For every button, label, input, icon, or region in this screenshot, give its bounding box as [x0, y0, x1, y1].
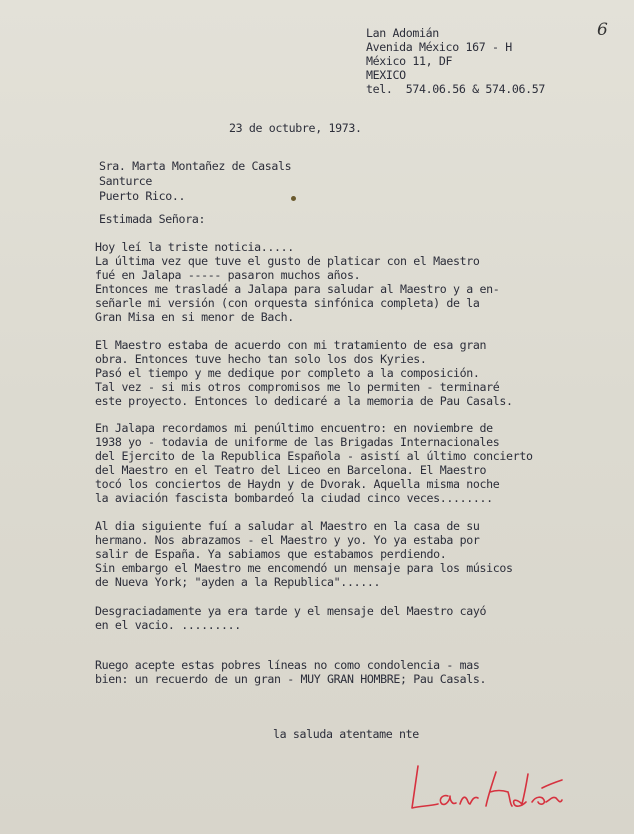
body-line: Entonces me trasladé a Jalapa para saludar al Maestro y a en-	[95, 282, 500, 296]
body-line: Sin embargo el Maestro me encomendó un mensaje para los músicos	[95, 561, 513, 575]
body-line: de Nueva York; "ayden a la Republica"......	[95, 575, 381, 589]
closing: la saluda atentame nte	[273, 727, 419, 741]
body-line: Al dia siguiente fuí a saludar al Maestro en la casa de su	[95, 519, 480, 533]
recipient-city: Santurce	[99, 174, 153, 188]
recipient-country: Puerto Rico..	[99, 189, 186, 203]
body-line: Hoy leí la triste noticia.....	[95, 240, 294, 254]
letter-date: 23 de octubre, 1973.	[229, 121, 362, 135]
body-line: señarle mi versión (con orquesta sinfónica completa) de la	[95, 296, 480, 310]
body-line: fué en Jalapa ----- pasaron muchos años.	[95, 268, 361, 282]
body-line: en el vacio. .........	[95, 618, 241, 632]
body-line: del Maestro en el Teatro del Liceo en Barcelona. El Maestro	[95, 463, 487, 477]
body-line: Desgraciadamente ya era tarde y el mensaje del Maestro cayó	[95, 604, 487, 618]
ink-spot	[291, 196, 296, 201]
body-line: El Maestro estaba de acuerdo con mi tratamiento de esa gran	[95, 338, 487, 352]
body-line: En Jalapa recordamos mi penúltimo encuentro: en noviembre de	[95, 421, 493, 435]
body-line: del Ejercito de la Republica Española - asistí al último concierto	[95, 449, 533, 463]
body-line: La última vez que tuve el gusto de platicar con el Maestro	[95, 254, 480, 268]
body-line: obra. Entonces tuve hecho tan solo los dos Kyries.	[95, 352, 427, 366]
body-line: hermano. Nos abrazamos - el Maestro y yo. Yo ya estaba por	[95, 533, 480, 547]
body-line: tocó los conciertos de Haydn y de Dvorak. Aquella misma noche	[95, 477, 500, 491]
sender-city: México 11, DF	[366, 54, 453, 68]
sender-name: Lan Adomián	[366, 26, 439, 40]
sender-country: MEXICO	[366, 68, 406, 82]
body-line: la aviación fascista bombardeó la ciudad cinco veces........	[95, 491, 493, 505]
recipient-name: Sra. Marta Montañez de Casals	[99, 159, 292, 173]
salutation: Estimada Señora:	[99, 212, 206, 226]
body-line: salir de España. Ya sabiamos que estabamos perdiendo.	[95, 547, 447, 561]
body-line: bien: un recuerdo de un gran - MUY GRAN HOMBRE; Pau Casals.	[95, 672, 487, 686]
body-line: Gran Misa en si menor de Bach.	[95, 310, 294, 324]
handwritten-signature	[404, 756, 564, 820]
sender-street: Avenida México 167 - H	[366, 40, 512, 54]
body-line: Tal vez - si mis otros compromisos me lo permiten - terminaré	[95, 380, 500, 394]
body-line: 1938 yo - todavia de uniforme de las Brigadas Internacionales	[95, 435, 500, 449]
sender-phone: tel. 574.06.56 & 574.06.57	[366, 82, 546, 96]
body-line: Pasó el tiempo y me dedique por completo a la composición.	[95, 366, 480, 380]
body-line: este proyecto. Entonces lo dedicaré a la memoria de Pau Casals.	[95, 394, 513, 408]
body-line: Ruego acepte estas pobres líneas no como condolencia - mas	[95, 658, 480, 672]
page-number: 6	[597, 20, 608, 40]
